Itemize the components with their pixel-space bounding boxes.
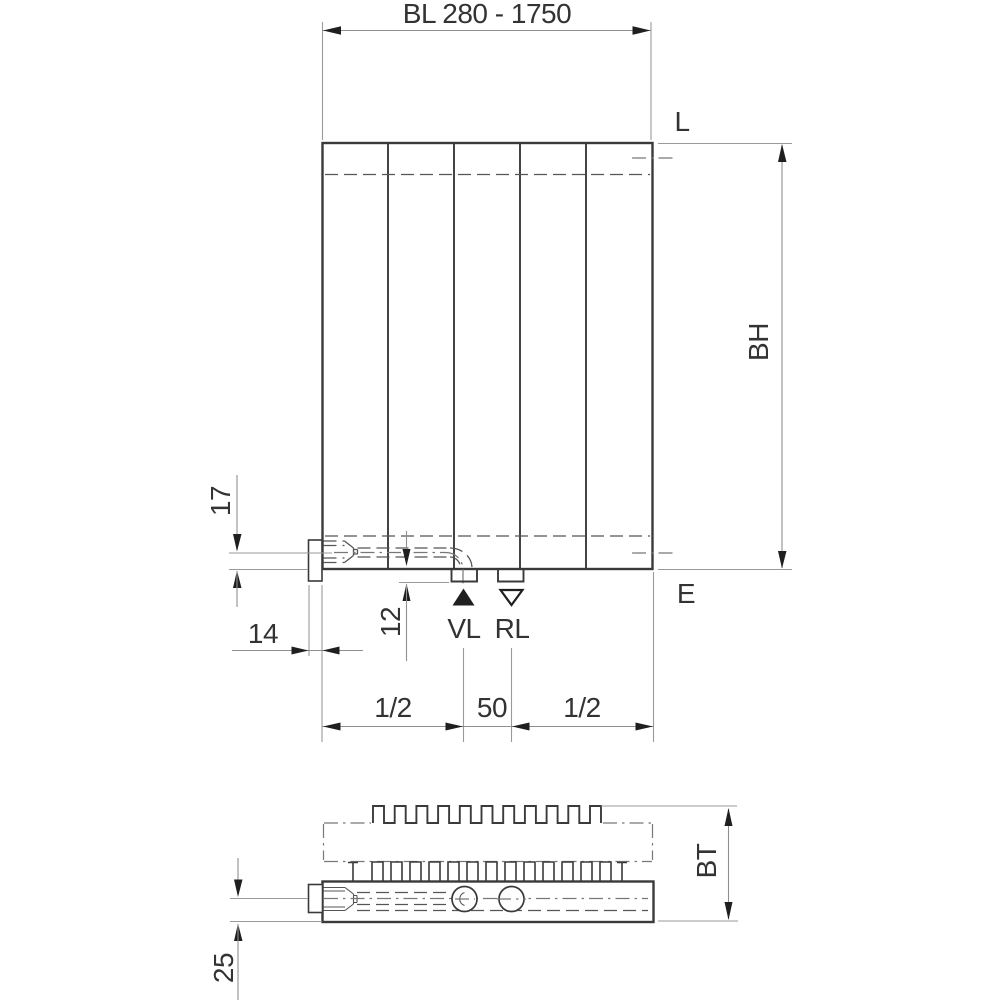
- connection-block: [309, 540, 323, 581]
- dim-half-left-label: 1/2: [374, 692, 412, 723]
- dim-14-arrow-right-icon: [292, 647, 309, 655]
- dim-bh-height: [658, 106, 792, 609]
- dim-bh-arrow-up-icon: [778, 144, 787, 162]
- dim-half-left-arrow-left-icon: [323, 723, 341, 731]
- dim-bh-label: BH: [743, 323, 774, 361]
- bottom-profile: [323, 882, 654, 923]
- dim-bh-arrow-down-icon: [778, 551, 787, 569]
- dim-bl-arrow-left-icon: [323, 26, 341, 35]
- dim-half-left-arrow-right-icon: [446, 723, 464, 731]
- connection-stubs: [452, 570, 524, 582]
- radiator-body: [323, 143, 675, 569]
- dim-14-label: 14: [247, 618, 279, 649]
- dim-14: [232, 585, 363, 742]
- dim-bt-label: BT: [691, 843, 722, 879]
- dim-bt: [658, 808, 738, 921]
- dim-bl-arrow-right-icon: [633, 26, 651, 35]
- dim-25-label: 25: [208, 952, 239, 984]
- dim-bt-arrow-up-icon: [725, 808, 733, 826]
- rl-return-arrow-icon: [501, 590, 523, 605]
- dim-25: [208, 858, 322, 1000]
- dim-half-right-label: 1/2: [563, 692, 601, 723]
- label-l: L: [674, 106, 690, 137]
- dim-14-arrow-left-icon: [323, 647, 340, 655]
- dim-bl-extension-lines: [323, 22, 652, 140]
- bottom-connection-block: [309, 885, 323, 913]
- dim-25-arrow-down-icon: [234, 880, 243, 898]
- dim-17-label: 17: [205, 485, 236, 517]
- dim-14-extension-lines: [309, 585, 322, 742]
- dim-half-right-arrow-left-icon: [512, 723, 530, 731]
- dim-17-arrow-down-icon: [233, 534, 242, 552]
- vl-supply-arrow-icon: [453, 589, 475, 606]
- dim-50-label: 50: [476, 692, 508, 723]
- label-rl: RL: [494, 613, 530, 644]
- label-vl: VL: [447, 613, 481, 644]
- dim-12-label: 12: [375, 606, 406, 638]
- fin-row-end-ticks: [348, 863, 627, 881]
- fin-row-upper: [373, 806, 601, 823]
- panel-phantom-outline: [324, 823, 653, 862]
- fin-row-lower: [372, 862, 611, 881]
- label-e: E: [676, 578, 696, 609]
- dim-bl-label: BL 280 - 1750: [402, 0, 572, 29]
- front-view: [205, 0, 792, 742]
- dim-bottom-row: [323, 572, 654, 742]
- dim-bt-arrow-down-icon: [725, 902, 733, 920]
- dim-bl-width: [323, 0, 652, 140]
- dim-half-right-arrow-right-icon: [636, 723, 654, 731]
- radiator-outline: [323, 143, 653, 569]
- bottom-view: [208, 806, 738, 1000]
